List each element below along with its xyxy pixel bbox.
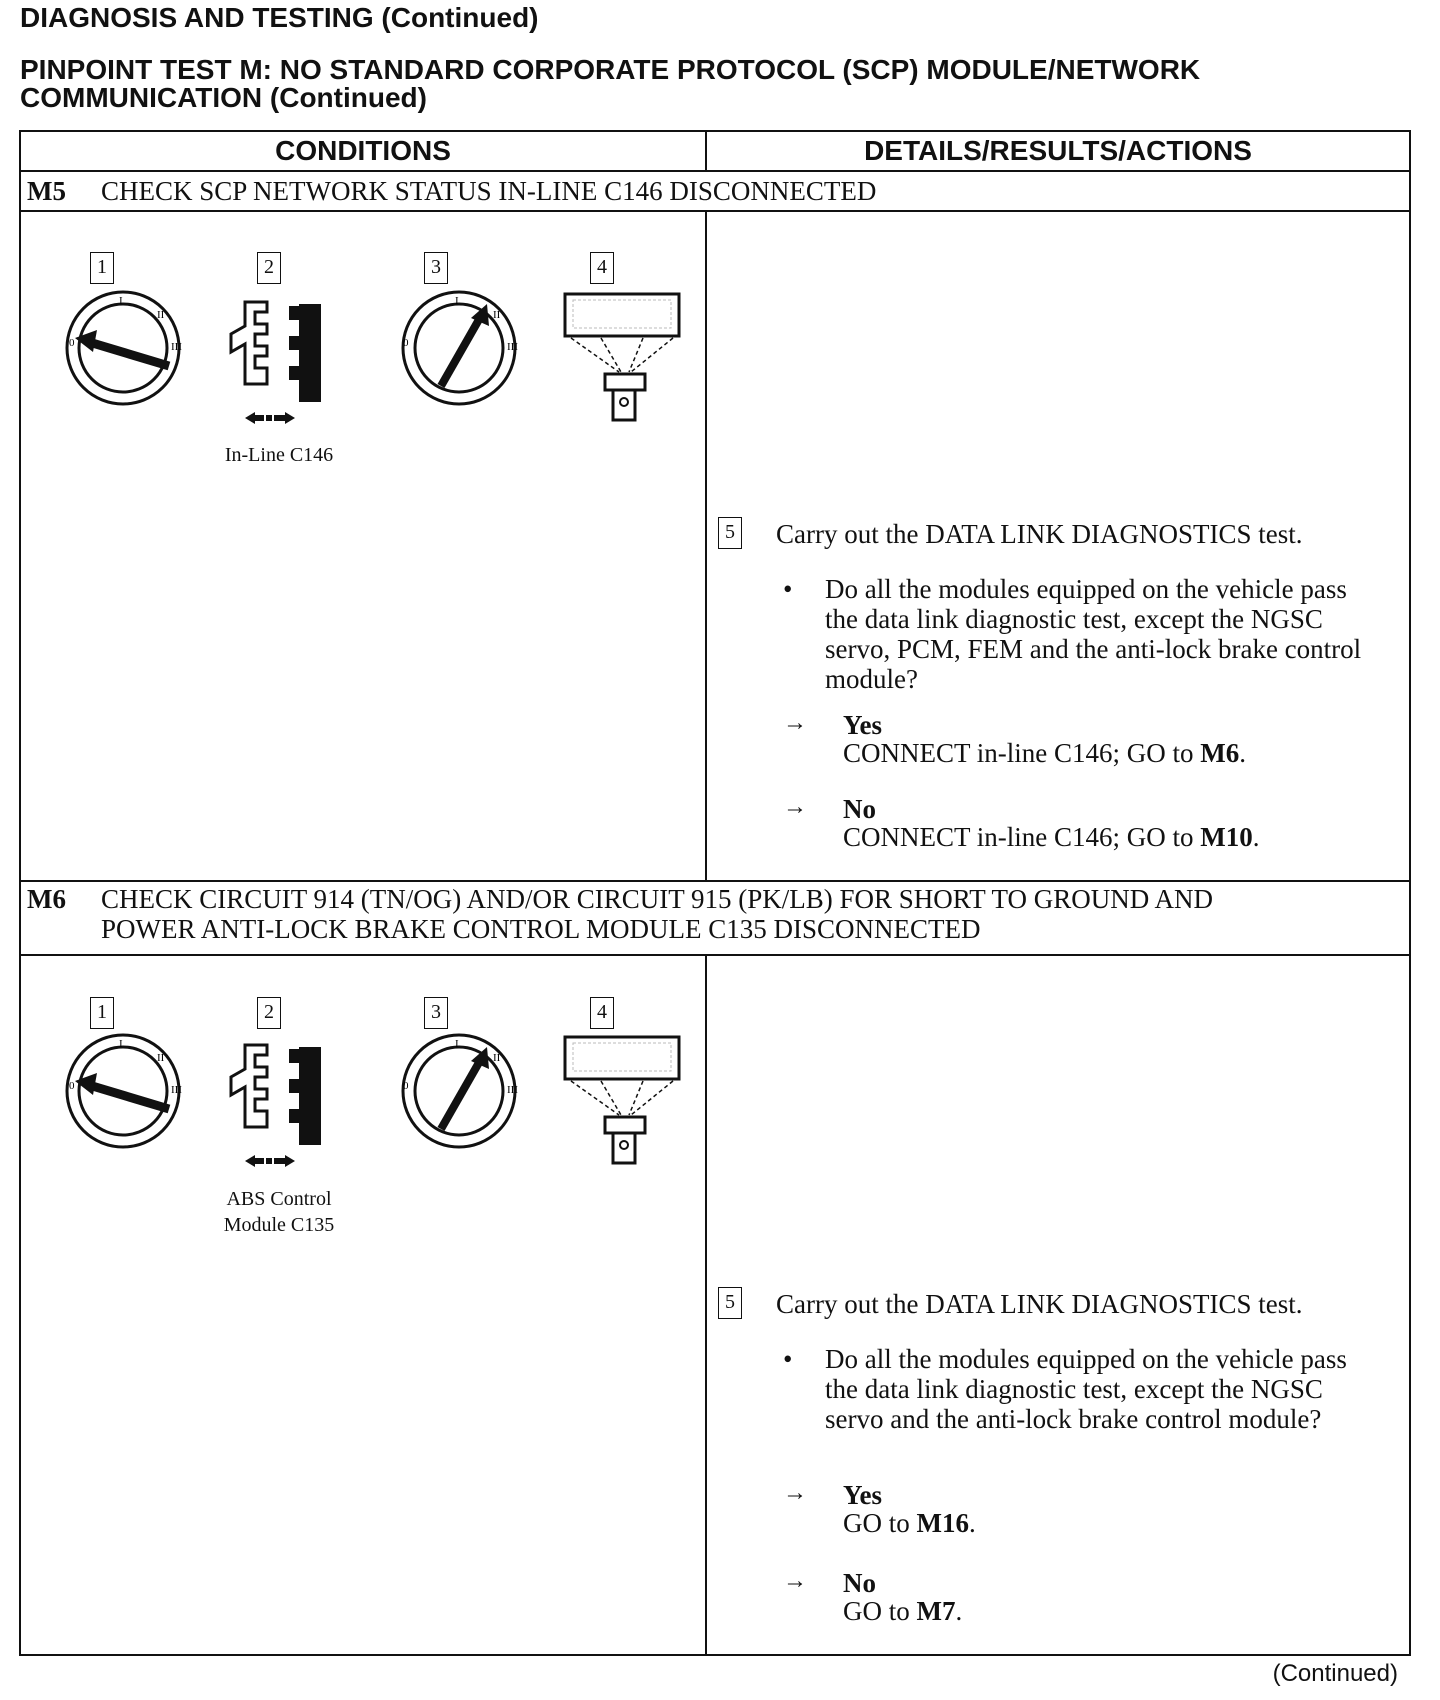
result-no-label: No xyxy=(843,1568,876,1598)
result-yes-text xyxy=(843,738,1246,769)
result-no-text xyxy=(843,1596,962,1627)
result-yes-text xyxy=(843,1508,976,1539)
svg-text:II: II xyxy=(157,309,165,321)
svg-text:II: II xyxy=(157,1052,165,1064)
result-text: GO to xyxy=(843,1596,917,1626)
result-yes-label: Yes xyxy=(843,710,882,740)
svg-text:III: III xyxy=(507,1084,518,1096)
svg-text:III: III xyxy=(171,1084,182,1096)
svg-text:0: 0 xyxy=(403,337,409,349)
svg-text:III: III xyxy=(171,341,182,353)
header-conditions: CONDITIONS xyxy=(275,135,451,166)
result-text: CONNECT in-line C146; GO to xyxy=(843,738,1201,768)
scan-tool-icon xyxy=(565,1037,679,1163)
result-text: GO to xyxy=(843,1508,917,1538)
svg-text:II: II xyxy=(493,1052,501,1064)
bullet-icon: • xyxy=(783,1344,793,1374)
figure-number-box: 1 xyxy=(90,997,114,1029)
connector-caption: In-Line C146 xyxy=(224,444,334,466)
result-end: . xyxy=(968,1508,976,1538)
result-arrow-icon: → xyxy=(783,1568,807,1594)
table-header xyxy=(21,132,1409,172)
question-text: Do all the modules equipped on the vehicle pass the data link diagnostic test, except the NGSC servo, PCM, FEM and the anti-lock brake control module? xyxy=(825,574,1362,694)
result-target-step[interactable]: M10 xyxy=(1200,822,1253,852)
result-end: . xyxy=(1239,738,1246,768)
ignition-switch-on-icon xyxy=(403,1035,518,1147)
action-text: Carry out the DATA LINK DIAGNOSTICS test. xyxy=(776,519,1303,549)
result-no-text xyxy=(843,822,1259,853)
figure-number-box: 2 xyxy=(257,252,281,284)
result-end: . xyxy=(1252,822,1260,852)
question-text: Do all the modules equipped on the vehicle pass the data link diagnostic test, except the NGSC servo and the anti-lock brake control module? xyxy=(825,1344,1347,1434)
step-m6-id: M6 xyxy=(27,884,66,914)
svg-text:III: III xyxy=(507,341,518,353)
result-yes-label: Yes xyxy=(843,1480,882,1510)
action-text: Carry out the DATA LINK DIAGNOSTICS test. xyxy=(776,1289,1303,1319)
pinpoint-test-title: PINPOINT TEST M: NO STANDARD CORPORATE PROTOCOL (SCP) MODULE/NETWORK COMMUNICATION (Continued) xyxy=(20,54,1201,113)
connector-caption-line1: ABS Control xyxy=(226,1188,332,1210)
connector-disconnect-icon xyxy=(231,1045,321,1167)
divider xyxy=(21,954,1409,956)
column-divider xyxy=(705,210,707,880)
step-m6-title-line1: CHECK CIRCUIT 914 (TN/OG) AND/OR CIRCUIT 915 (PK/LB) FOR SHORT TO GROUND AND xyxy=(101,884,1213,914)
result-end: . xyxy=(955,1596,963,1626)
result-target-step[interactable]: M7 xyxy=(916,1596,956,1626)
result-text: CONNECT in-line C146; GO to xyxy=(843,822,1201,852)
svg-text:I: I xyxy=(119,1038,123,1050)
column-divider xyxy=(705,954,707,1654)
step-m6-title-line2: POWER ANTI-LOCK BRAKE CONTROL MODULE C135 DISCONNECTED xyxy=(101,914,981,944)
result-no-label: No xyxy=(843,794,876,824)
connector-disconnect-icon xyxy=(231,302,321,424)
step-m6-title-row xyxy=(21,884,1409,948)
figure-number-box: 4 xyxy=(590,252,614,284)
svg-text:0: 0 xyxy=(69,337,75,349)
figure-number-box: 2 xyxy=(257,997,281,1029)
result-target-step[interactable]: M6 xyxy=(1200,738,1240,768)
result-arrow-icon: → xyxy=(783,710,807,736)
ignition-switch-off-icon xyxy=(67,292,182,404)
svg-text:0: 0 xyxy=(69,1080,75,1092)
m5-procedure-icons xyxy=(41,282,681,432)
result-target-step[interactable]: M16 xyxy=(916,1508,969,1538)
connector-caption-line2: Module C135 xyxy=(223,1214,335,1236)
divider xyxy=(21,210,1409,212)
svg-text:0: 0 xyxy=(403,1080,409,1092)
svg-text:II: II xyxy=(493,309,501,321)
svg-text:I: I xyxy=(455,1038,459,1050)
bullet-icon: • xyxy=(783,574,793,604)
page-heading: DIAGNOSIS AND TESTING (Continued) xyxy=(20,2,539,33)
m6-procedure-icons xyxy=(41,1025,681,1175)
header-divider xyxy=(705,132,707,172)
pinpoint-test-table xyxy=(19,130,1411,1656)
action-number-box: 5 xyxy=(718,1287,742,1319)
step-m5-title: CHECK SCP NETWORK STATUS IN-LINE C146 DISCONNECTED xyxy=(101,176,877,206)
result-arrow-icon: → xyxy=(783,794,807,820)
result-arrow-icon: → xyxy=(783,1480,807,1506)
figure-number-box: 4 xyxy=(590,997,614,1029)
divider xyxy=(21,880,1409,882)
header-details: DETAILS/RESULTS/ACTIONS xyxy=(864,135,1252,166)
action-number-box: 5 xyxy=(718,517,742,549)
continued-label: (Continued) xyxy=(1272,1660,1398,1687)
step-m5-title-row xyxy=(21,174,1409,208)
figure-number-box: 3 xyxy=(424,252,448,284)
svg-text:I: I xyxy=(455,295,459,307)
connector-caption xyxy=(189,1186,369,1238)
svg-text:I: I xyxy=(119,295,123,307)
figure-number-box: 1 xyxy=(90,252,114,284)
ignition-switch-on-icon xyxy=(403,292,518,404)
step-m5-id: M5 xyxy=(27,176,66,206)
scan-tool-icon xyxy=(565,294,679,420)
figure-number-box: 3 xyxy=(424,997,448,1029)
ignition-switch-off-icon xyxy=(67,1035,182,1147)
